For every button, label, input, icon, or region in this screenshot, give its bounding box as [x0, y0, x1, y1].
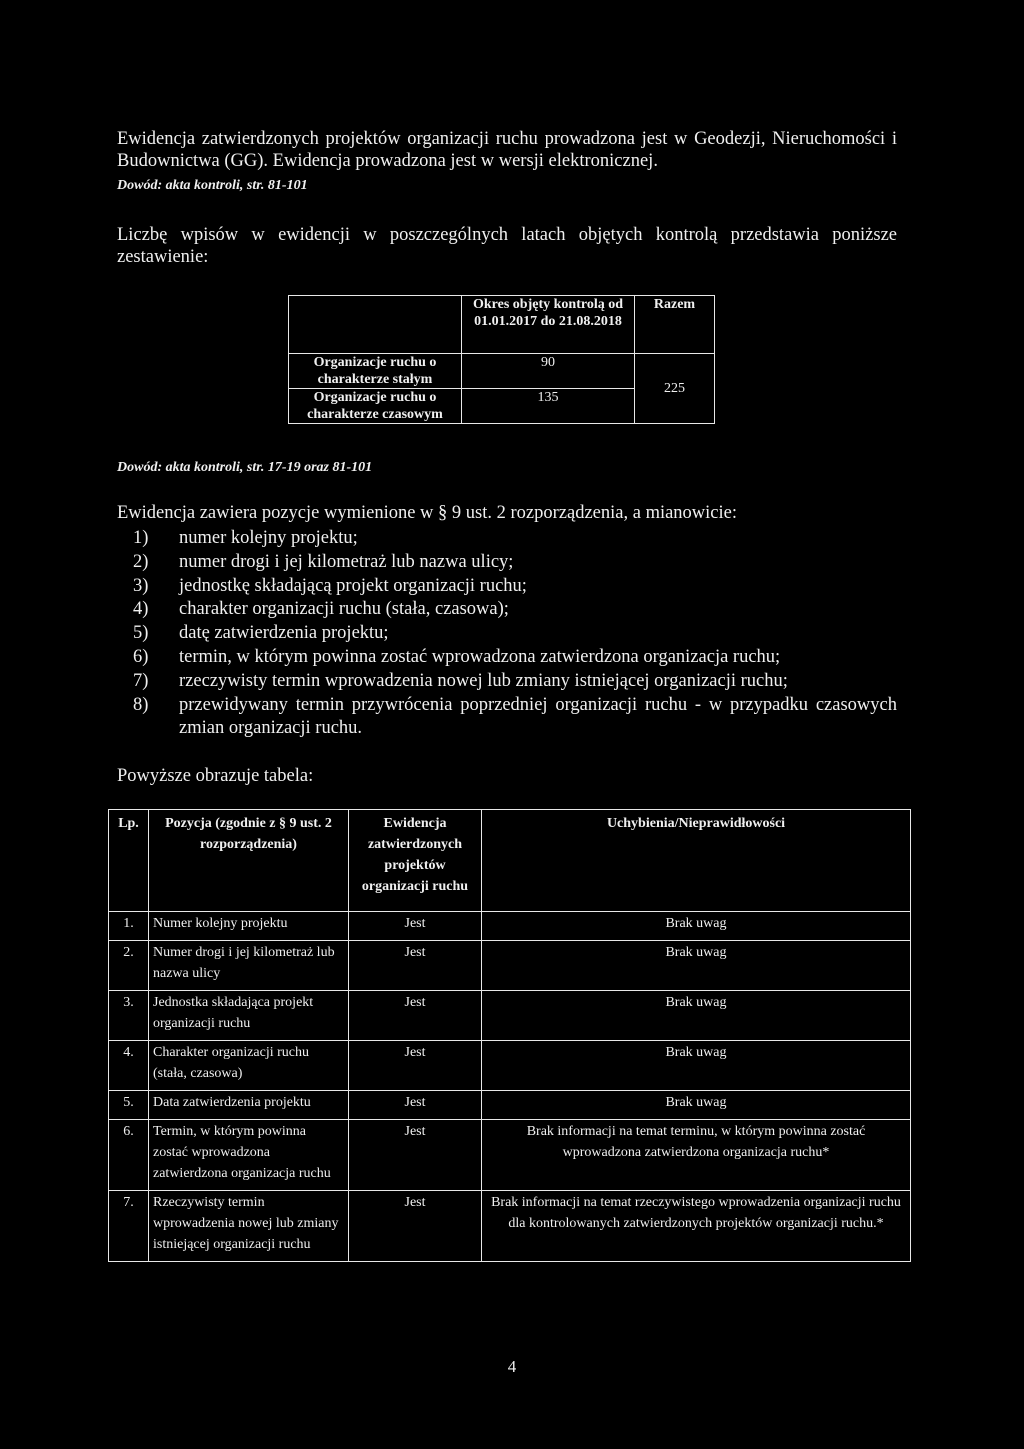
row-lp: 6. [109, 1120, 149, 1191]
header-lp: Lp. [109, 810, 149, 912]
list-item-number: 7) [133, 670, 149, 691]
header-issues: Uchybienia/Nieprawidłowości [482, 810, 911, 912]
summary-evidence: Dowód: akta kontroli, str. 17-19 oraz 81-101 [117, 460, 373, 475]
row-lp: 7. [109, 1191, 149, 1262]
positions-table [108, 809, 911, 1262]
list-item-text: numer kolejny projektu; [179, 528, 358, 548]
table-intro: Powyższe obrazuje tabela: [117, 766, 314, 786]
list-item [133, 646, 897, 670]
list-item-text: jednostkę składającą projekt organizacji ruchu; [179, 575, 527, 596]
summary-total-header: Razem [635, 296, 715, 354]
row-position: Data zatwierdzenia projektu [149, 1091, 349, 1120]
summary-row [289, 354, 715, 389]
list-item-number: 1) [133, 528, 149, 548]
row-status: Jest [349, 1120, 482, 1191]
row-position: Termin, w którym powinna zostać wprowadzona zatwierdzona organizacja ruchu [149, 1120, 349, 1191]
summary-header-row [289, 296, 715, 354]
table-row [109, 1191, 911, 1262]
header-registry: Ewidencja zatwierdzonych projektów organizacji ruchu [349, 810, 482, 912]
requirements-list [133, 527, 897, 741]
list-item-text: przewidywany termin przywrócenia poprzedniej organizacji ruchu - w przypadku czasowych zmian organizacji ruchu. [179, 694, 897, 739]
row-lp: 5. [109, 1091, 149, 1120]
list-item [133, 575, 897, 599]
row-lp: 4. [109, 1041, 149, 1091]
table-row [109, 1041, 911, 1091]
summary-empty-cell [289, 296, 462, 354]
row-status: Jest [349, 1041, 482, 1091]
table-row [109, 1120, 911, 1191]
table-row [109, 941, 911, 991]
row-position: Jednostka składająca projekt organizacji ruchu [149, 991, 349, 1041]
row-position: Numer drogi i jej kilometraż lub nazwa ulicy [149, 941, 349, 991]
row-status: Jest [349, 991, 482, 1041]
list-item [133, 694, 897, 742]
list-item [133, 670, 897, 694]
row-issues: Brak informacji na temat rzeczywistego wprowadzenia organizacji ruchu dla kontrolowanych zatwierdzonych projektów organizacji ruchu.* [482, 1191, 911, 1262]
list-item-number: 3) [133, 575, 149, 596]
row-position: Numer kolejny projektu [149, 912, 349, 941]
row-status: Jest [349, 1091, 482, 1120]
row-issues: Brak uwag [482, 941, 911, 991]
summary-table [288, 295, 715, 424]
list-item [133, 527, 897, 551]
row-status: Jest [349, 941, 482, 991]
row-position: Rzeczywisty termin wprowadzenia nowej lub zmiany istniejącej organizacji ruchu [149, 1191, 349, 1262]
list-item [133, 622, 897, 646]
row-position: Charakter organizacji ruchu (stała, czasowa) [149, 1041, 349, 1091]
list-item [133, 598, 897, 622]
list-item-text: charakter organizacji ruchu (stała, czasowa); [179, 599, 509, 620]
list-item-text: rzeczywisty termin wprowadzenia nowej lub zmiany istniejącej organizacji ruchu; [179, 670, 788, 691]
row-lp: 3. [109, 991, 149, 1041]
list-item-text: numer drogi i jej kilometraż lub nazwa ulicy; [179, 551, 514, 572]
row-issues: Brak uwag [482, 991, 911, 1041]
list-item-number: 4) [133, 599, 149, 620]
list-intro: Ewidencja zawiera pozycje wymienione w § 9 ust. 2 rozporządzenia, a mianowicie: [117, 503, 738, 523]
row-issues: Brak uwag [482, 1091, 911, 1120]
summary-row-label: Organizacje ruchu o charakterze stałym [289, 354, 462, 389]
intro-paragraph: Ewidencja zatwierdzonych projektów organizacji ruchu prowadzona jest w Geodezji, Nieruchomości i Budownictwa (GG). Ewidencja prowadzona jest w wersji elektronicznej. [117, 129, 897, 171]
list-item-number: 5) [133, 623, 149, 644]
list-item-number: 8) [133, 694, 149, 715]
list-item-number: 2) [133, 551, 149, 572]
row-status: Jest [349, 1191, 482, 1262]
table-row [109, 991, 911, 1041]
summary-total-value: 225 [635, 354, 715, 424]
list-item-number: 6) [133, 646, 149, 667]
summary-row-label: Organizacje ruchu o charakterze czasowym [289, 389, 462, 424]
header-position: Pozycja (zgodnie z § 9 ust. 2 rozporządzenia) [149, 810, 349, 912]
summary-period-header: Okres objęty kontrolą od 01.01.2017 do 21.08.2018 [462, 296, 635, 354]
row-lp: 1. [109, 912, 149, 941]
list-item [133, 551, 897, 575]
page-number: 4 [507, 1357, 517, 1376]
list-item-text: datę zatwierdzenia projektu; [179, 623, 389, 644]
table-row [109, 912, 911, 941]
row-issues: Brak uwag [482, 1041, 911, 1091]
list-item-text: termin, w którym powinna zostać wprowadzona zatwierdzona organizacja ruchu; [179, 646, 781, 667]
table-row [109, 1091, 911, 1120]
row-lp: 2. [109, 941, 149, 991]
count-intro: Liczbę wpisów w ewidencji w poszczególnych latach objętych kontrolą przedstawia poniższe zestawienie: [117, 225, 897, 267]
summary-row-value: 90 [462, 354, 635, 389]
positions-header-row [109, 810, 911, 912]
row-issues: Brak informacji na temat terminu, w którym powinna zostać wprowadzona zatwierdzona organizacja ruchu* [482, 1120, 911, 1191]
row-issues: Brak uwag [482, 912, 911, 941]
summary-row-value: 135 [462, 389, 635, 424]
intro-evidence: Dowód: akta kontroli, str. 81-101 [117, 178, 308, 193]
row-status: Jest [349, 912, 482, 941]
